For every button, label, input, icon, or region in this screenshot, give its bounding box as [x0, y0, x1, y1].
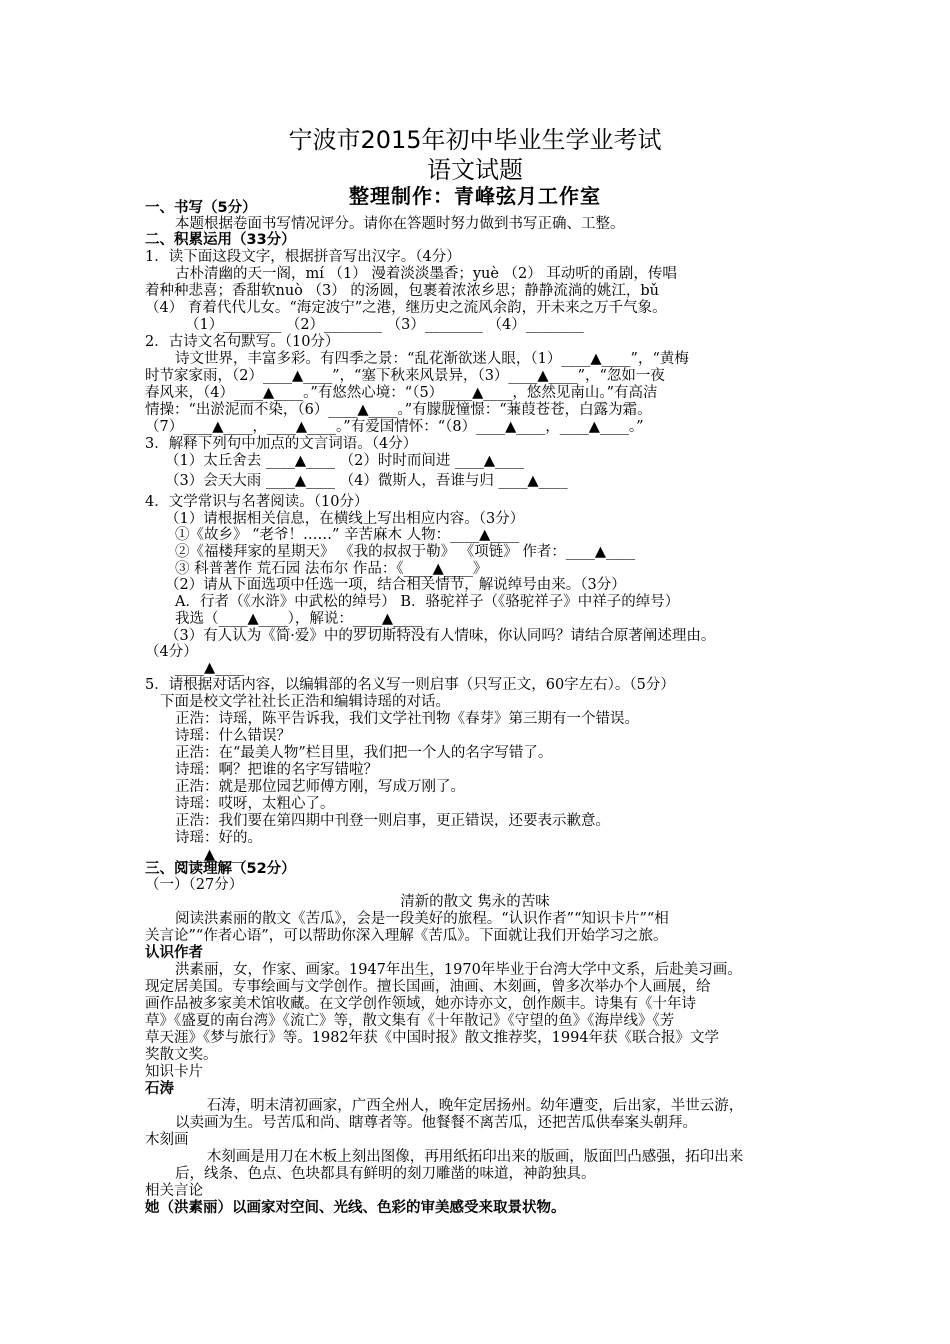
text-line: 现定居美国。专事绘画与文学创作。擅长国画，油画、木刻画，曾多次举办个人画展，给 [145, 979, 711, 995]
text-line: （1）请根据相关信息，在横线上写出相应内容。（3分） [165, 511, 525, 527]
section-heading: 三、阅读理解（52分） [145, 861, 296, 877]
text-line: 后，线条、色点、色块都具有鲜明的刻刀雕凿的味道，神韵独具。 [175, 1166, 596, 1182]
text-line: 时节家家雨，（2）____▲____”，“塞下秋来风景异，（3）____▲____”，“忽如一夜 [145, 368, 665, 384]
text-line: （3）有人认为《简·爱》中的罗切斯特没有人情味，你认同吗？请结合原著阐述理由。 [165, 628, 716, 644]
text-line: （2）请从下面选项中任选一项，结合相关情节，解说绰号由来。（3分） [165, 577, 626, 593]
question-line: 4．文学常识与名著阅读。（10分） [145, 494, 369, 510]
section-heading: 一、书写（5分） [145, 200, 257, 216]
text-line: 画作品被多家美术馆收藏。在文学创作领域，她亦诗亦文，创作颇丰。诗集有《十年诗 [145, 996, 696, 1012]
text-line: （3）会天大雨 ____▲____ （4）微斯人，吾谁与归 ____▲____ [165, 473, 568, 489]
question-line: 3．解释下列句中加点的文言词语。（4分） [145, 436, 418, 452]
card-subtitle: 石涛，明末清初画家，广西全州人，晚年定居扬州。幼年遭变，后出家，半世云游， [206, 1098, 744, 1114]
text-line: （4分） [145, 644, 198, 660]
subject-title: 语文试题 [427, 156, 523, 184]
question-line: 1．读下面这段文字，根据拼音写出汉字。（4分） [145, 249, 461, 265]
text-line: 关言论”“作者心语”，可以帮助你深入理解《苦瓜》。下面就让我们开始学习之旅。 [145, 928, 668, 944]
text-line: ①《故乡》 “老爷！……” 辛苦麻木 人物：____▲____ [175, 527, 520, 543]
text-line: 诗文世界，丰富多彩。有四季之景：“乱花渐欲迷人眼，（1）____▲____”，“黄梅 [175, 351, 689, 367]
reading-title: 清新的散文 隽永的苦味 [400, 894, 550, 910]
subsection-heading: （一）（27分） [145, 877, 244, 893]
answer-line: ____▲____ [175, 660, 245, 676]
text-line: （4） 育着代代儿女。“海定波宁”之港，继历史之流风余韵，开未来之万千气象。 [145, 300, 667, 316]
dialogue-line: 正浩：就是那位园艺师傅方刚，写成万刚了。 [175, 779, 465, 795]
text-line: （7）____▲____，____▲____。”有爱国情怀：“（8）____▲____，____▲____。” [145, 419, 644, 435]
text-line: 着种种悲喜；香甜软nuò （3） 的汤圆，包裹着浓浓乡思；静静流淌的姚江，bǔ [145, 283, 659, 299]
text-line: A．行者（《水浒》中武松的绰号） B．骆驼祥子（《骆驼祥子》中祥子的绰号） [175, 594, 680, 610]
dialogue-line: 诗瑶：哎呀，太粗心了。 [175, 796, 335, 812]
text-line: 阅读洪素丽的散文《苦瓜》，会是一段美好的旅程。“认识作者”“知识卡片”“相 [175, 911, 669, 927]
text-line: 本题根据卷面书写情况评分。请你在答题时努力做到书写正确、工整。 [175, 216, 625, 232]
text-line: 情操：“出淤泥而不染，（6）____▲____。”有朦胧憧憬：“蒹葭苍苍，白露为霜。 [145, 402, 652, 418]
card-heading: 她（洪素丽）以画家对空间、光线、色彩的审美感受来取景状物。 [145, 1200, 566, 1216]
text-line: 洪素丽，女，作家、画家。1947年出生，1970年毕业于台湾大学中文系，后赴美习画。 [175, 962, 742, 978]
dialogue-line: 正浩：我们要在第四期中刊登一则启事，更正错误，还要表示歉意。 [175, 813, 610, 829]
text-line: 草天涯》《梦与旅行》等。1982年获《中国时报》散文推荐奖，1994年获《联合报》文学 [145, 1030, 720, 1046]
question-line: 5．请根据对话内容，以编辑部的名义写一则启事（只写正文，60字左右）。（5分） [145, 677, 675, 693]
card-heading: 石涛 [145, 1081, 174, 1097]
answer-line: （1）________ （2）________ （3）________ （4）________ [185, 317, 584, 333]
compiler-line: 整理制作：青峰弦月工作室 [349, 184, 601, 208]
text-line: ②《福楼拜家的星期天》 《我的叔叔于勒》 《项链》 作者：____▲____ [175, 544, 635, 560]
text-line: 下面是校文学社社长正浩和编辑诗瑶的对话。 [160, 694, 450, 710]
text-line: 相关言论 [145, 1183, 203, 1199]
dialogue-line: 诗瑶：啊？把谁的名字写错啦？ [175, 762, 378, 778]
text-line: （1）太丘舍去 ____▲____ （2）时时而间进 ____▲____ [165, 453, 525, 469]
section-heading: 二、积累运用（33分） [145, 232, 296, 248]
text-line: 我选（____▲____），解说：____▲____ [175, 611, 423, 627]
dialogue-line: 诗瑶：好的。 [175, 830, 262, 846]
question-line: 2．古诗文名句默写。（10分） [145, 334, 340, 350]
card-heading: 认识作者 [145, 945, 203, 961]
text-line: ③ 科普著作 荒石园 法布尔 作品：《____▲____》 [175, 561, 488, 577]
text-line: 古朴清幽的天一阁，mí （1） 漫着淡淡墨香；yuè （2） 耳动听的甬剧，传唱 [175, 266, 677, 282]
dialogue-line: 正浩：在“最美人物”栏目里，我们把一个人的名字写错了。 [175, 745, 553, 761]
dialogue-line: 正浩：诗瑶，陈平告诉我，我们文学社刊物《春芽》第三期有一个错误。 [175, 711, 639, 727]
text-line: 奖散文奖。 [145, 1047, 218, 1063]
text-line: 草》《盛夏的南台湾》《流亡》等，散文集有《十年散记》《守望的鱼》《海岸线》《芳 [145, 1013, 675, 1029]
text-line: 以卖画为生。号苦瓜和尚、瞎尊者等。他餐餐不离苦瓜，还把苦瓜供奉案头朝拜。 [175, 1115, 697, 1131]
text-line: 知识卡片 [145, 1064, 203, 1080]
exam-title: 宁波市2015年初中毕业生学业考试 [288, 126, 662, 154]
text-line: 木刻画 [145, 1132, 189, 1148]
answer-line: ____▲____ [175, 847, 245, 863]
card-subtitle: 木刻画是用刀在木板上刻出图像，再用纸拓印出来的版画，版面凹凸感强，拓印出来 [206, 1149, 744, 1165]
dialogue-line: 诗瑶：什么错误？ [175, 728, 291, 744]
text-line: 春风来，（4）____▲____。”有悠然心境：“（5）____▲____，悠然见南山。”有高洁 [145, 385, 658, 401]
